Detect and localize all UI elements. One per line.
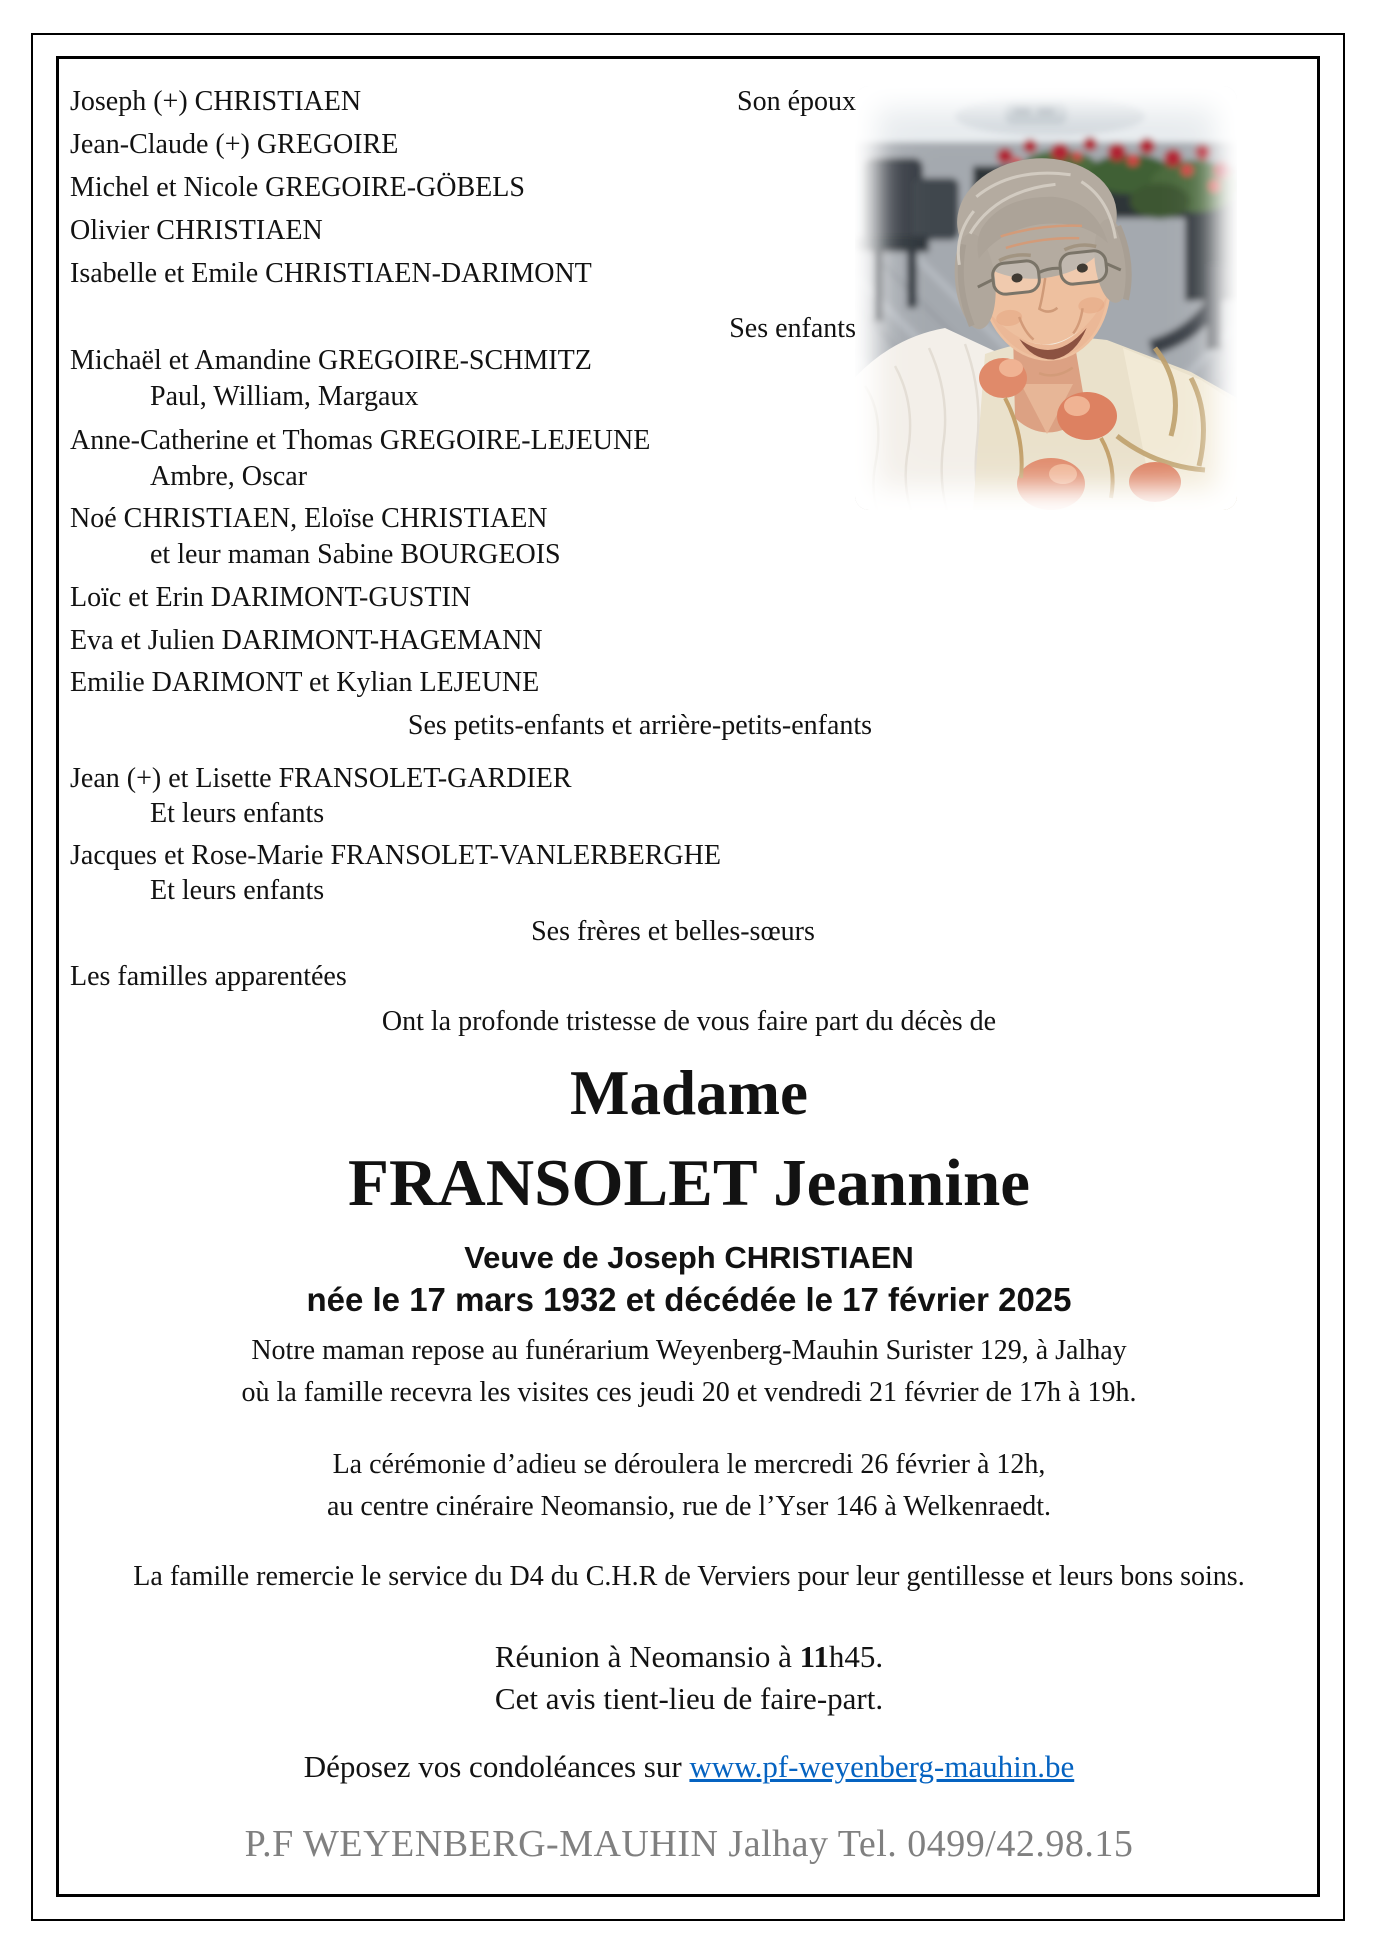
grandchild-kids: Ambre, Oscar [150,461,308,492]
deceased-name: FRANSOLET Jeannine [348,1146,1030,1220]
grandchild-kids: et leur maman Sabine BOURGEOIS [150,539,561,570]
condolences-link[interactable]: www.pf-weyenberg-mauhin.be [689,1749,1075,1784]
child-line: Olivier CHRISTIAEN [70,215,323,246]
related-families-line: Les familles apparentées [70,961,347,992]
thanks-line: La famille remercie le service du D4 du C.H.R de Verviers pour leur gentillesse et leurs bons soins. [133,1561,1245,1592]
widow-line: Veuve de Joseph CHRISTIAEN [464,1240,914,1275]
meeting-text-post: h45. [828,1639,884,1674]
children-label: Ses enfants [729,313,856,344]
portrait-photo [855,86,1237,510]
photo-fade [855,86,1237,510]
notice-line: Cet avis tient-lieu de faire-part. [494,1681,884,1716]
repose-line-1: Notre maman repose au funérarium Weyenberg-Mauhin Surister 129, à Jalhay [251,1335,1127,1366]
sibling-kids: Et leurs enfants [150,798,325,829]
child-line: Isabelle et Emile CHRISTIAEN-DARIMONT [70,258,592,289]
announcement-intro: Ont la profonde tristesse de vous faire part du décès de [381,1006,997,1037]
sibling-couple: Jacques et Rose-Marie FRANSOLET-VANLERBERGHE [70,840,721,871]
spouse-name: Joseph (+) CHRISTIAEN [70,86,362,117]
meeting-line [0,1638,1378,1675]
grandchild-couple: Michaël et Amandine GREGOIRE-SCHMITZ [70,345,592,376]
ceremony-line-1: La cérémonie d’adieu se déroulera le mercredi 26 février à 12h, [332,1449,1046,1480]
sibling-couple: Jean (+) et Lisette FRANSOLET-GARDIER [70,763,572,794]
siblings-label: Ses frères et belles-sœurs [531,916,815,947]
meeting-time-bold: 11 [799,1639,829,1674]
repose-line-2: où la famille recevra les visites ces jeudi 20 et vendredi 21 février de 17h à 19h. [241,1377,1137,1408]
grandchild-couple: Emilie DARIMONT et Kylian LEJEUNE [70,667,540,698]
grandchild-couple: Anne-Catherine et Thomas GREGOIRE-LEJEUNE [70,425,651,456]
dates-line: née le 17 mars 1932 et décédée le 17 février 2025 [306,1281,1072,1318]
grandchild-couple: Eva et Julien DARIMONT-HAGEMANN [70,625,543,656]
spouse-label: Son époux [737,86,856,117]
condolences-prefix: Déposez vos condoléances sur [303,1749,690,1784]
child-line: Jean-Claude (+) GREGOIRE [70,129,399,160]
condolences-line [0,1748,1378,1785]
funeral-home-footer: P.F WEYENBERG-MAUHIN Jalhay Tel. 0499/42.98.15 [244,1823,1134,1865]
ceremony-line-2: au centre cinéraire Neomansio, rue de l’Yser 146 à Welkenraedt. [326,1491,1052,1522]
grandchildren-label: Ses petits-enfants et arrière-petits-enfants [407,710,873,741]
sibling-kids: Et leurs enfants [150,875,325,906]
child-line: Michel et Nicole GREGOIRE-GÖBELS [70,172,525,203]
grandchild-couple: Loïc et Erin DARIMONT-GUSTIN [70,582,472,613]
meeting-text-pre: Réunion à Neomansio à [494,1639,800,1674]
grandchild-couple: Noé CHRISTIAEN, Eloïse CHRISTIAEN [70,503,548,534]
grandchild-kids: Paul, William, Margaux [150,381,419,412]
deceased-title: Madame [570,1058,808,1128]
